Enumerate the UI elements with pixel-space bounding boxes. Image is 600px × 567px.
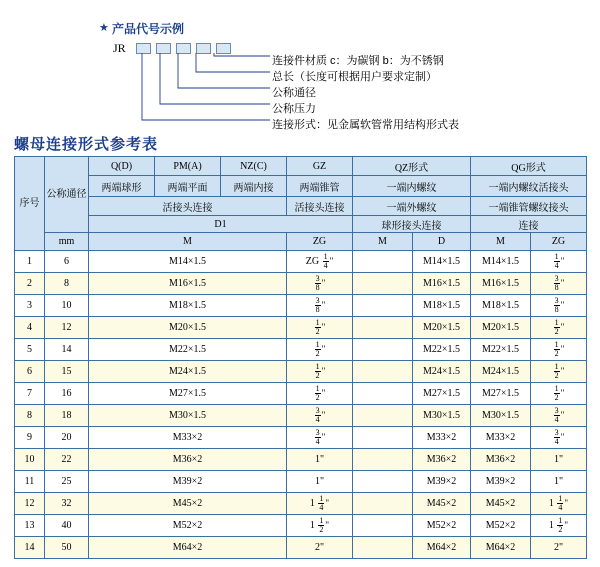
header-connect-left: 活接头连接	[89, 197, 287, 216]
cell-qg-zg: $\frac{1}{2}$ "	[531, 361, 587, 383]
cell-qz-m	[353, 537, 413, 559]
cell-qg-m: M30×1.5	[471, 405, 531, 427]
header-dn	[45, 157, 89, 233]
cell-qg-m: M18×1.5	[471, 295, 531, 317]
cell-seq: 11	[15, 471, 45, 493]
cell-gz-zg: $\frac{3}{8}$ "	[287, 273, 353, 295]
cell-seq: 2	[15, 273, 45, 295]
cell-qz-m	[353, 515, 413, 537]
cell-qg-zg: 1 $\frac{1}{2}$ "	[531, 515, 587, 537]
cell-gz-zg: $\frac{1}{2}$ "	[287, 383, 353, 405]
cell-seq: 7	[15, 383, 45, 405]
cell-qz-d: M33×2	[413, 427, 471, 449]
cell-qd-m: M45×2	[89, 493, 287, 515]
header-group-nzc: NZ(C)	[221, 157, 287, 176]
cell-qg-m: M24×1.5	[471, 361, 531, 383]
header-unit-zg: ZG	[287, 233, 353, 251]
header-sub-nzc: 两端内接	[221, 176, 287, 197]
cell-dn: 8	[45, 273, 89, 295]
star-icon: ★	[99, 22, 109, 34]
table-row	[15, 295, 587, 317]
legend-annotation-0: 连接件材质 c：为碳钢 b：为不锈钢	[272, 55, 444, 67]
cell-qg-zg: $\frac{3}{4}$ "	[531, 405, 587, 427]
cell-qg-zg: 1 $\frac{1}{4}$ "	[531, 493, 587, 515]
code-prefix: JR	[113, 41, 126, 55]
legend-annotation-3: 公称压力	[272, 103, 316, 115]
cell-gz-zg: $\frac{3}{8}$ "	[287, 295, 353, 317]
cell-qg-zg: $\frac{1}{2}$ "	[531, 339, 587, 361]
header-unit-qg-zg: ZG	[531, 233, 587, 251]
legend-annotation-1: 总长（长度可根据用户要求定制）	[272, 71, 437, 83]
cell-qz-d: M45×2	[413, 493, 471, 515]
cell-dn: 50	[45, 537, 89, 559]
page-title: 螺母连接形式参考表	[14, 136, 159, 153]
cell-qg-m: M16×1.5	[471, 273, 531, 295]
table-body	[15, 251, 587, 559]
header-group-qz: QZ形式	[353, 157, 471, 176]
cell-qz-m	[353, 471, 413, 493]
header-connect-qg: 一端锥管螺纹接头	[471, 197, 587, 216]
table-row	[15, 537, 587, 559]
cell-dn: 32	[45, 493, 89, 515]
cell-qz-d: M52×2	[413, 515, 471, 537]
cell-qz-d: M64×2	[413, 537, 471, 559]
cell-qg-m: M39×2	[471, 471, 531, 493]
cell-gz-zg: $\frac{1}{2}$ "	[287, 339, 353, 361]
table-row	[15, 251, 587, 273]
header-d1: D1	[89, 216, 353, 233]
cell-gz-zg: $\frac{3}{4}$ "	[287, 427, 353, 449]
cell-seq: 13	[15, 515, 45, 537]
cell-qg-zg: $\frac{1}{4}$ "	[531, 251, 587, 273]
cell-gz-zg: 1 $\frac{1}{4}$ "	[287, 493, 353, 515]
header-sub-pma: 两端平面	[155, 176, 221, 197]
table-row	[15, 317, 587, 339]
cell-qz-m	[353, 339, 413, 361]
cell-qd-m: M36×2	[89, 449, 287, 471]
cell-qg-zg: 2"	[531, 537, 587, 559]
cell-gz-zg: 1"	[287, 449, 353, 471]
cell-qg-m: M52×2	[471, 515, 531, 537]
cell-qz-m	[353, 251, 413, 273]
cell-qz-m	[353, 427, 413, 449]
cell-qg-m: M14×1.5	[471, 251, 531, 273]
cell-qd-m: M20×1.5	[89, 317, 287, 339]
legend-title: 产品代号示例	[112, 22, 185, 36]
cell-dn: 10	[45, 295, 89, 317]
cell-qd-m: M18×1.5	[89, 295, 287, 317]
cell-dn: 6	[45, 251, 89, 273]
cell-seq: 10	[15, 449, 45, 471]
cell-gz-zg: $\frac{1}{2}$ "	[287, 317, 353, 339]
cell-qd-m: M33×2	[89, 427, 287, 449]
cell-qd-m: M39×2	[89, 471, 287, 493]
table-row	[15, 449, 587, 471]
cell-qz-d: M20×1.5	[413, 317, 471, 339]
cell-qg-m: M22×1.5	[471, 339, 531, 361]
table-row	[15, 405, 587, 427]
cell-qz-m	[353, 383, 413, 405]
cell-qd-m: M24×1.5	[89, 361, 287, 383]
cell-gz-zg: 1 $\frac{1}{2}$ "	[287, 515, 353, 537]
header-group-gz: GZ	[287, 157, 353, 176]
table-header-row5	[15, 233, 587, 251]
cell-qz-m	[353, 295, 413, 317]
cell-gz-zg: $\frac{3}{4}$ "	[287, 405, 353, 427]
cell-qz-m	[353, 493, 413, 515]
cell-gz-zg: ZG $\frac{1}{4}$ "	[287, 251, 353, 273]
cell-qg-m: M20×1.5	[471, 317, 531, 339]
cell-dn: 16	[45, 383, 89, 405]
cell-qd-m: M64×2	[89, 537, 287, 559]
cell-qz-d: M14×1.5	[413, 251, 471, 273]
header-unit-qz-d: D	[413, 233, 471, 251]
legend-annotation-4: 连接形式：见金属软管常用结构形式表	[272, 119, 459, 131]
table-row	[15, 273, 587, 295]
header-unit-qz-m: M	[353, 233, 413, 251]
header-unit-qg-m: M	[471, 233, 531, 251]
header-group-qg: QG形式	[471, 157, 587, 176]
table-header-row	[15, 157, 587, 176]
header-dn-label: 公称通径	[46, 189, 87, 200]
cell-gz-zg: 2"	[287, 537, 353, 559]
cell-qz-m	[353, 361, 413, 383]
cell-qg-m: M64×2	[471, 537, 531, 559]
cell-dn: 25	[45, 471, 89, 493]
header-sub-qg: 一端内螺纹活接头	[471, 176, 587, 197]
cell-seq: 4	[15, 317, 45, 339]
cell-qg-zg: 1"	[531, 449, 587, 471]
cell-qg-zg: $\frac{1}{2}$ "	[531, 317, 587, 339]
cell-qg-m: M36×2	[471, 449, 531, 471]
cell-qd-m: M16×1.5	[89, 273, 287, 295]
table-row	[15, 339, 587, 361]
cell-qz-d: M27×1.5	[413, 383, 471, 405]
header-qg-connect: 连接	[471, 216, 587, 233]
cell-qd-m: M27×1.5	[89, 383, 287, 405]
cell-qd-m: M30×1.5	[89, 405, 287, 427]
table-row	[15, 427, 587, 449]
cell-qz-m	[353, 449, 413, 471]
header-sub-qz: 一端内螺纹	[353, 176, 471, 197]
cell-qd-m: M52×2	[89, 515, 287, 537]
cell-seq: 5	[15, 339, 45, 361]
cell-seq: 9	[15, 427, 45, 449]
table-row	[15, 493, 587, 515]
cell-qg-m: M33×2	[471, 427, 531, 449]
cell-gz-zg: 1"	[287, 471, 353, 493]
cell-qz-d: M39×2	[413, 471, 471, 493]
header-unit-mm: mm	[45, 233, 89, 251]
header-group-qd: Q(D)	[89, 157, 155, 176]
table-row	[15, 361, 587, 383]
cell-seq: 14	[15, 537, 45, 559]
cell-qz-m	[353, 317, 413, 339]
cell-qz-d: M16×1.5	[413, 273, 471, 295]
cell-dn: 20	[45, 427, 89, 449]
cell-dn: 22	[45, 449, 89, 471]
table-header-row3	[15, 197, 587, 216]
header-connect-gz: 活接头连接	[287, 197, 353, 216]
nut-connection-table	[14, 156, 587, 559]
cell-qd-m: M22×1.5	[89, 339, 287, 361]
table-row	[15, 515, 587, 537]
legend-annotation-2: 公称通径	[272, 87, 316, 99]
cell-seq: 3	[15, 295, 45, 317]
cell-qz-d: M30×1.5	[413, 405, 471, 427]
cell-qz-m	[353, 405, 413, 427]
cell-qg-m: M27×1.5	[471, 383, 531, 405]
header-qz-ball: 球形接头连接	[353, 216, 471, 233]
cell-seq: 8	[15, 405, 45, 427]
cell-qg-zg: $\frac{3}{8}$ "	[531, 273, 587, 295]
table-header-row2	[15, 176, 587, 197]
cell-seq: 1	[15, 251, 45, 273]
cell-qz-d: M18×1.5	[413, 295, 471, 317]
cell-seq: 12	[15, 493, 45, 515]
header-group-pma: PM(A)	[155, 157, 221, 176]
header-sub-qd: 两端球形	[89, 176, 155, 197]
cell-qz-d: M22×1.5	[413, 339, 471, 361]
cell-gz-zg: $\frac{1}{2}$ "	[287, 361, 353, 383]
cell-dn: 15	[45, 361, 89, 383]
header-connect-qz: 一端外螺纹	[353, 197, 471, 216]
cell-qg-zg: $\frac{1}{2}$ "	[531, 383, 587, 405]
product-code-legend	[0, 0, 600, 131]
cell-qg-m: M45×2	[471, 493, 531, 515]
header-sub-gz: 两端锥管	[287, 176, 353, 197]
table-row	[15, 383, 587, 405]
cell-dn: 12	[45, 317, 89, 339]
cell-dn: 14	[45, 339, 89, 361]
header-seq-label: 序号	[19, 198, 40, 209]
table-header-row4	[15, 216, 587, 233]
cell-qz-d: M36×2	[413, 449, 471, 471]
cell-qd-m: M14×1.5	[89, 251, 287, 273]
table-row	[15, 471, 587, 493]
header-unit-m: M	[89, 233, 287, 251]
cell-qg-zg: 1"	[531, 471, 587, 493]
cell-dn: 40	[45, 515, 89, 537]
header-seq	[15, 157, 45, 251]
cell-qz-d: M24×1.5	[413, 361, 471, 383]
cell-dn: 18	[45, 405, 89, 427]
cell-qg-zg: $\frac{3}{4}$ "	[531, 427, 587, 449]
cell-seq: 6	[15, 361, 45, 383]
cell-qg-zg: $\frac{3}{8}$ "	[531, 295, 587, 317]
cell-qz-m	[353, 273, 413, 295]
